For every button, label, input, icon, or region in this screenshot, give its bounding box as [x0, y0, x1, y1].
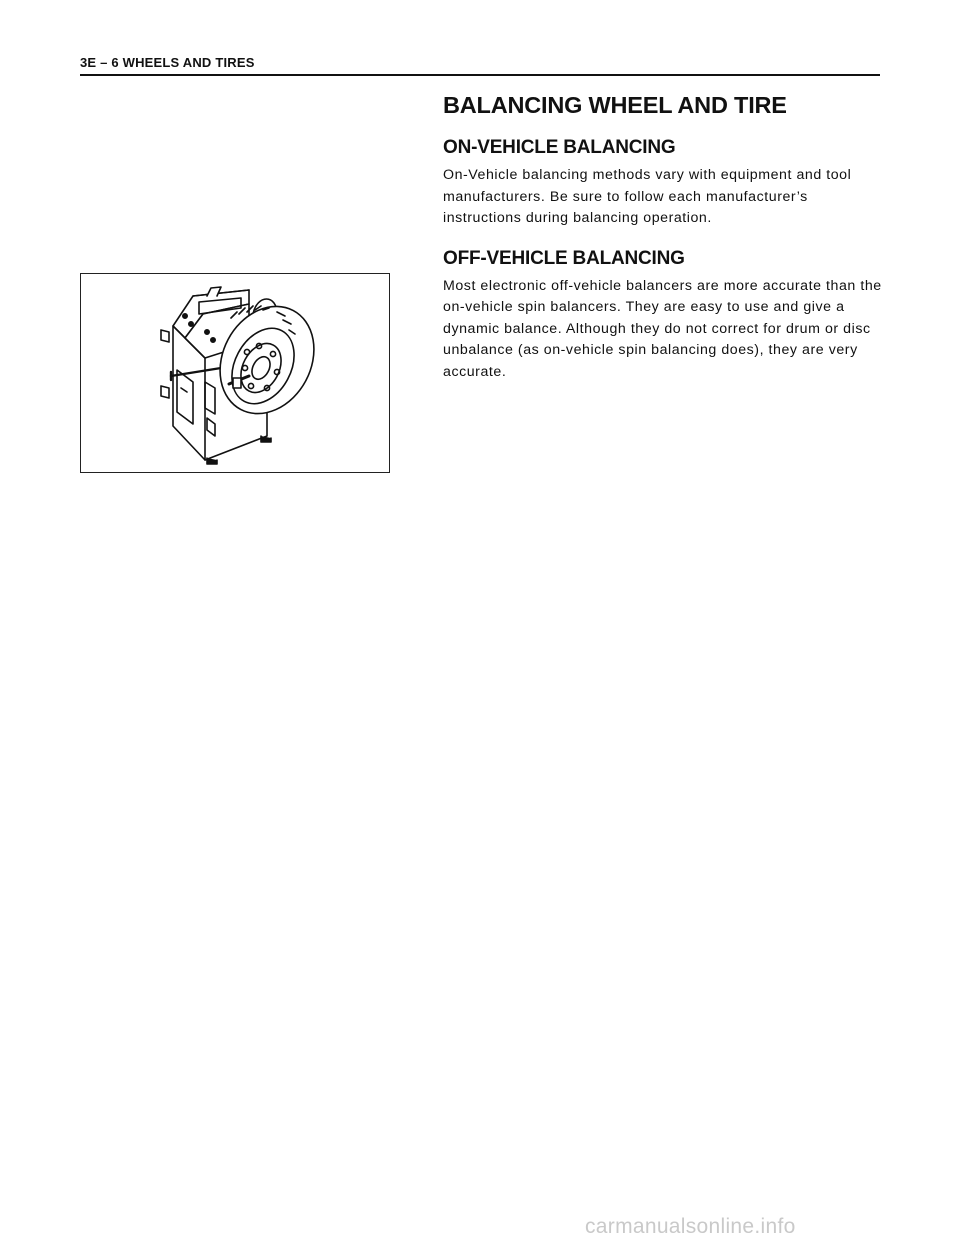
- watermark: carmanualsonline.info: [585, 1215, 796, 1238]
- section-heading-off-vehicle: OFF-VEHICLE BALANCING: [443, 247, 685, 269]
- section-heading-on-vehicle: ON-VEHICLE BALANCING: [443, 137, 676, 158]
- section-body-off-vehicle: Most electronic off-vehicle balancers are more accurate than the on-vehicle spin balancers. They are easy to use and give a dynamic balance. Although they do not correct for drum or disc unbalance (as on-vehicle spin balancing does), they are very accurate.: [443, 277, 882, 380]
- wheel-balancer-illustration-icon: [81, 274, 389, 472]
- running-header: 3E – 6 WHEELS AND TIRES: [80, 55, 255, 70]
- header-rule: [80, 74, 880, 76]
- section-body-on-vehicle: On-Vehicle balancing methods vary with equipment and tool manufacturers. Be sure to follow each manufacturer’s instructions during balancing operation.: [443, 167, 852, 226]
- page-title: BALANCING WHEEL AND TIRE: [443, 92, 787, 118]
- figure-box: [80, 273, 390, 473]
- main-content: [443, 92, 883, 383]
